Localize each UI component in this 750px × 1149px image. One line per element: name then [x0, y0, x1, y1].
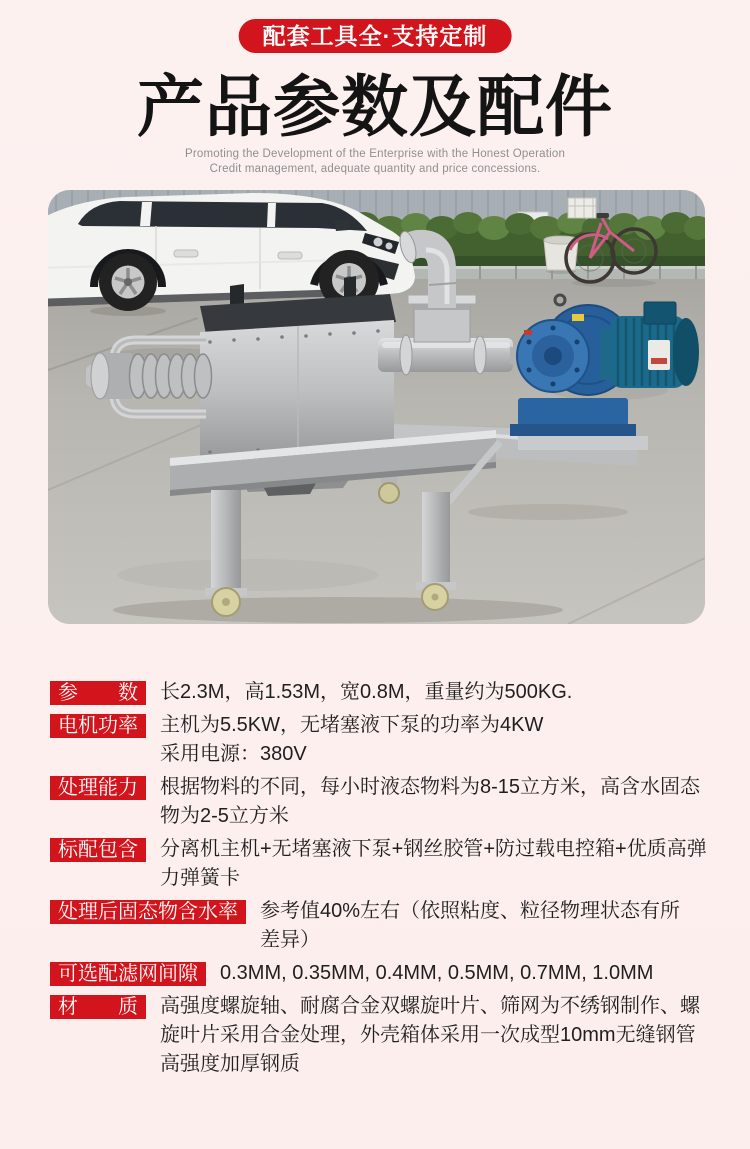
spec-value-line: 分离机主机+无堵塞液下泵+钢丝胶管+防过载电控箱+优质高弹: [160, 838, 707, 860]
spec-label: 电机功率: [50, 714, 146, 738]
car-mirror: [334, 219, 351, 231]
product-photo: [48, 190, 705, 624]
spec-value-line: 参考值40%左右（依照粘度、粒径物理状态有所: [260, 900, 681, 922]
spec-value: [220, 959, 710, 988]
spec-value-line: 物为2-5立方米: [160, 805, 289, 827]
spec-value-line: 力弹簧卡: [160, 867, 240, 889]
spec-list: [50, 678, 710, 1083]
spec-value-line: 长2.3M，高1.53M，宽0.8M，重量约为500KG.: [160, 681, 573, 703]
spec-label: 材 质: [50, 995, 146, 1019]
spec-value-line: 差异）: [260, 929, 320, 951]
spec-label: 标配包含: [50, 838, 146, 862]
spec-value-line: 采用电源：380V: [160, 743, 307, 765]
spec-value: [260, 897, 710, 955]
spec-label: 处理能力: [50, 776, 146, 800]
spec-value: [160, 835, 710, 893]
spec-row: [50, 959, 710, 988]
spec-value-line: 主机为5.5KW，无堵塞液下泵的功率为4KW: [160, 714, 544, 736]
bicycle-basket: [568, 198, 596, 218]
spec-value: [160, 992, 710, 1079]
spec-row: [50, 678, 710, 707]
spec-row: [50, 897, 710, 955]
spec-value: [160, 773, 710, 831]
caster-left: [212, 588, 240, 616]
spec-row: [50, 773, 710, 831]
page-title: 产品参数及配件: [137, 70, 613, 145]
spring-coil: [130, 354, 212, 398]
motor-nameplate: [648, 340, 670, 370]
subtitle-line-1: Promoting the Development of the Enterprise with the Honest Operation: [184, 148, 566, 160]
spec-value-line: 0.3MM, 0.35MM, 0.4MM, 0.5MM, 0.7MM, 1.0MM: [220, 962, 654, 984]
spec-value: [160, 678, 710, 707]
spec-row: [50, 835, 710, 893]
subtitle-en: [0, 147, 750, 177]
top-badge: 配套工具全·支持定制: [239, 19, 512, 53]
caster-right: [422, 584, 448, 610]
spec-value-line: 高强度加厚钢质: [160, 1053, 300, 1075]
subtitle-line-2: Credit management, adequate quantity and price concessions.: [209, 163, 541, 175]
spec-value-line: 根据物料的不同，每小时液态物料为8-15立方米，高含水固态: [160, 776, 701, 798]
spec-value-line: 高强度螺旋轴、耐腐合金双螺旋叶片、筛网为不绣钢制作、螺: [160, 995, 700, 1017]
product-photo-illustration: [48, 190, 705, 624]
car-rear-wheel: [99, 253, 157, 311]
spec-label: 参 数: [50, 681, 146, 705]
spec-label: 可选配滤网间隙: [50, 962, 206, 986]
spec-value: [160, 711, 710, 769]
spec-row: [50, 992, 710, 1079]
spec-row: [50, 711, 710, 769]
spec-label: 处理后固态物含水率: [50, 900, 246, 924]
spec-value-line: 旋叶片采用合金处理，外壳箱体采用一次成型10mm无缝钢管: [160, 1024, 696, 1046]
